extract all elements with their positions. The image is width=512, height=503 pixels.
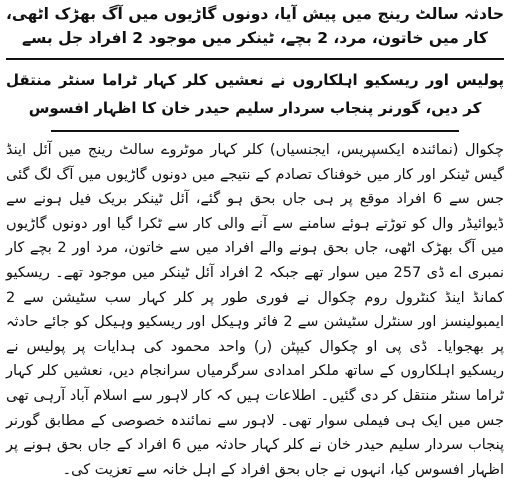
headline-divider [6, 58, 504, 60]
subheadline-divider [51, 130, 459, 132]
article-body: چکوال (نمائندہ ایکسپریس، ایجنسیاں) کلر کہار موٹروے سالٹ رینج میں آئل اینڈ گیس ٹینکر اور کار میں خوفناک تصادم کے نتیجے میں دونوں گاڑیوں میں آگ لگ گئی جس سے 6 افراد موقع پر ہی جاں بحق ہو گئے، آئل ٹینکر بریک فیل ہونے سے ڈیوائیڈر وال کو توڑتے ہوئے سامنے سے آنے والی کار سے ٹکرا گیا اور دونوں گاڑیوں میں آگ بھڑک اٹھی، جاں بحق ہونے والے افراد میں سے خاتون، مرد اور 2 بچے کار نمبری اے ڈی 257 میں سوار تھے جبکہ 2 افراد آئل ٹینکر میں موجود تھے۔ ریسکیو کمانڈ اینڈ کنٹرول روم چکوال نے فوری طور پر کلر کہار سب سٹیشن سے 2 ایمبولینسز اور سنٹرل سٹیشن سے 2 فائر وہیکل اور ریسکیو وہیکل کو جائے حادثہ پر بھجوایا۔ ڈی پی او چکوال کیپٹن (ر) واحد محمود کی ہدایات پر پولیس نے ریسکیو اہلکاروں کے ساتھ ملکر امدادی سرگرمیاں سرانجام دیں، نعشیں کلر کہار ٹراما سنٹر منتقل کر دی گئیں۔ اطلاعات ہیں کہ کار لاہور سے اسلام آباد آرہی تھی جس میں ایک ہی فیملی سوار تھی۔ لاہور سے نمائندہ خصوصی کے مطابق گورنر پنجاب سردار سلیم حیدر خان نے کلر کہار حادثہ میں 6 افراد کے جاں بحق ہونے پر اظہار افسوس کیا، انہوں نے جاں بحق افراد کے اہل خانہ سے تعزیت کی۔ [6, 142, 505, 478]
article-subheadline: پولیس اور ریسکیو اہلکاروں نے نعشیں کلر کہار ٹراما سنٹر منتقل کر دیں، گورنر پنجاب سردار سلیم حیدر خان کا اظہار افسوس [6, 71, 504, 117]
article-headline: حادثہ سالٹ رینج میں پیش آیا، دونوں گاڑیوں میں آگ بھڑک اٹھی، کار میں خاتون، مرد، 2 بچے، ٹینکر میں موجود 2 افراد جل بسے [6, 5, 504, 47]
